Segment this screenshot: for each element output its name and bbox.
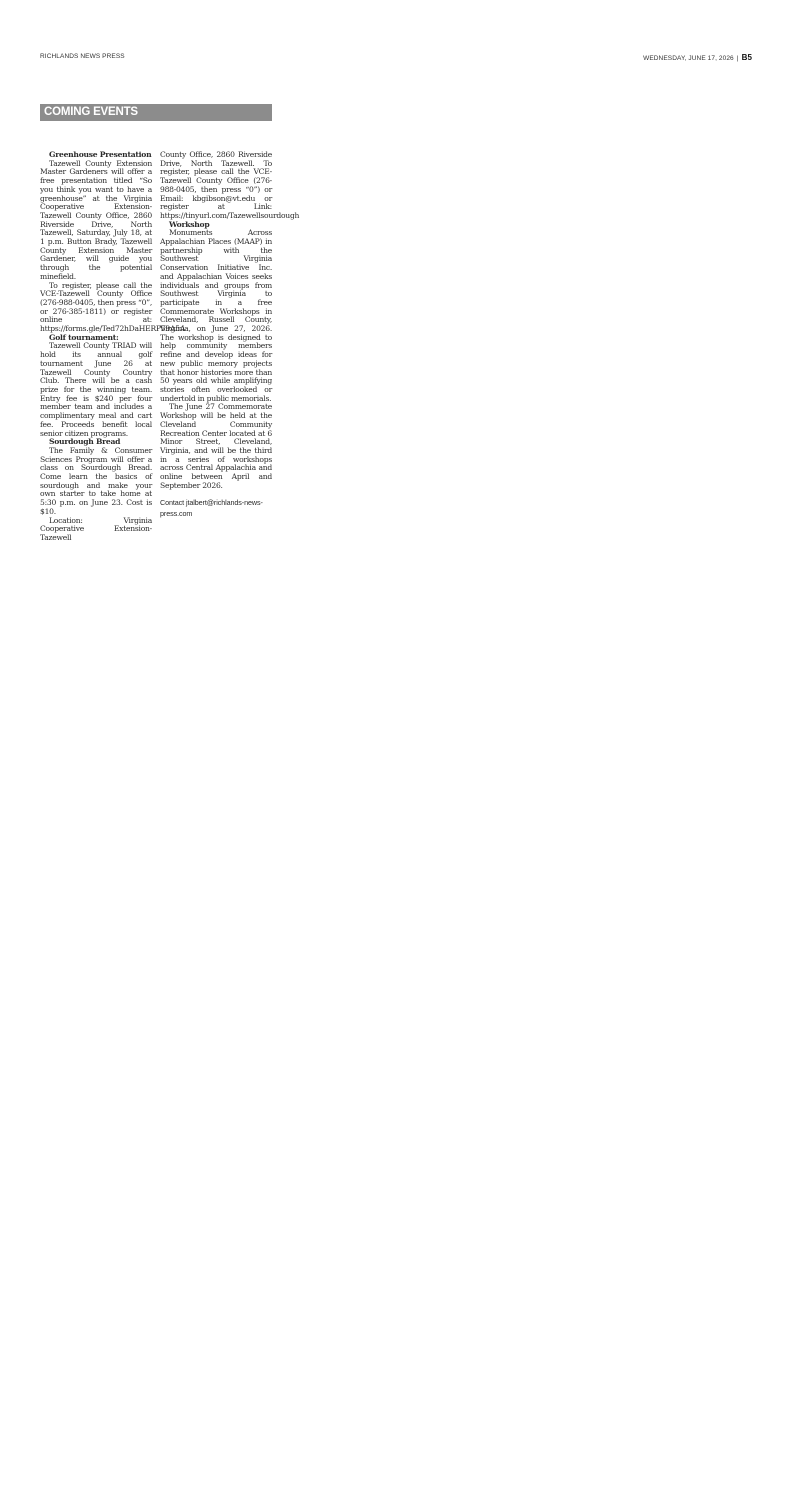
golf-paragraph-1: Tazewell County TRIAD will hold its annual golf tournament June 26 at Tazewell County Country Club. There will be a cash prize for the winning team. Entry fee is $240 per four member team and includes a complimentary meal and cart fee. Proceeds benefit local senior citizen programs.: [40, 341, 152, 438]
golf-heading: Golf tournament:: [49, 332, 119, 342]
workshop-heading: Workshop: [169, 219, 210, 229]
sourdough-paragraph-2-continued: County Office, 2860 Riverside Drive, North Tazewell. To register, please call the VCE-Tazewell County Office (276-988-0405, then press “0”) or Email: kbgibson@vt.edu or register at Link: https://tinyurl.com/Tazewellsourdough: [160, 150, 300, 220]
sourdough-paragraph-2-start: Location: Virginia Cooperative Extension-Tazewell: [40, 515, 152, 542]
article-column-2: [160, 150, 300, 519]
greenhouse-paragraph-1: Tazewell County Extension Master Gardeners will offer a free presentation titled “So you think you want to have a greenhouse” at the Virginia Cooperative Extension-Tazewell County Office, 2860 Riverside Drive, North Tazewell, Saturday, July 18, at 1 p.m. Button Brady, Tazewell County Extension Master Gardener, will guide you through the potential minefield.: [40, 158, 152, 281]
workshop-paragraph-1: Monuments Across Appalachian Places (MAAP) in partnership with the Southwest Virginia Conservation Initiative Inc. and Appalachian Voices seeks individuals and groups from Southwest Virginia to participate in a free Commemorate Workshops in Cleveland, Russell County, Virginia, on June 27, 2026. The workshop is designed to help community members refine and develop ideas for new public memory projects that honor histories more than 50 years old while amplifying stories often overlooked or undertold in public memorials.: [160, 228, 272, 403]
folio-separator: |: [736, 55, 739, 62]
contact-line: Contact jtalbert@richlands-news-press.com: [160, 498, 263, 518]
issue-date: WEDNESDAY, JUNE 17, 2026: [643, 55, 734, 62]
folio-date-page: [643, 53, 752, 62]
sourdough-heading: Sourdough Bread: [49, 437, 121, 447]
publication-name: RICHLANDS NEWS PRESS: [40, 53, 125, 60]
workshop-paragraph-2: The June 27 Commemorate Workshop will be held at the Cleveland Community Recreation Center located at 6 Minor Street, Cleveland, Virginia, and will be the third in a series of workshops across Central Appalachia and online between April and September 2026.: [160, 402, 272, 490]
page-number: B5: [741, 53, 752, 62]
greenhouse-heading: Greenhouse Presentation: [49, 150, 152, 159]
sourdough-paragraph-1: The Family & Consumer Sciences Program will offer a class on Sourdough Bread. Come learn the basics of sourdough and make your own starter to take home at 5:30 p.m. on June 23. Cost is $10.: [40, 445, 152, 516]
section-title: COMING EVENTS: [40, 104, 272, 121]
article-column-1: [40, 150, 185, 543]
greenhouse-paragraph-2: To register, please call the VCE-Tazewell County Office (276-988-0405, then press “0”, or 276-385-1811) or register online at: https://forms.gle/Ted72hDaHERP59A5A: [40, 280, 185, 334]
